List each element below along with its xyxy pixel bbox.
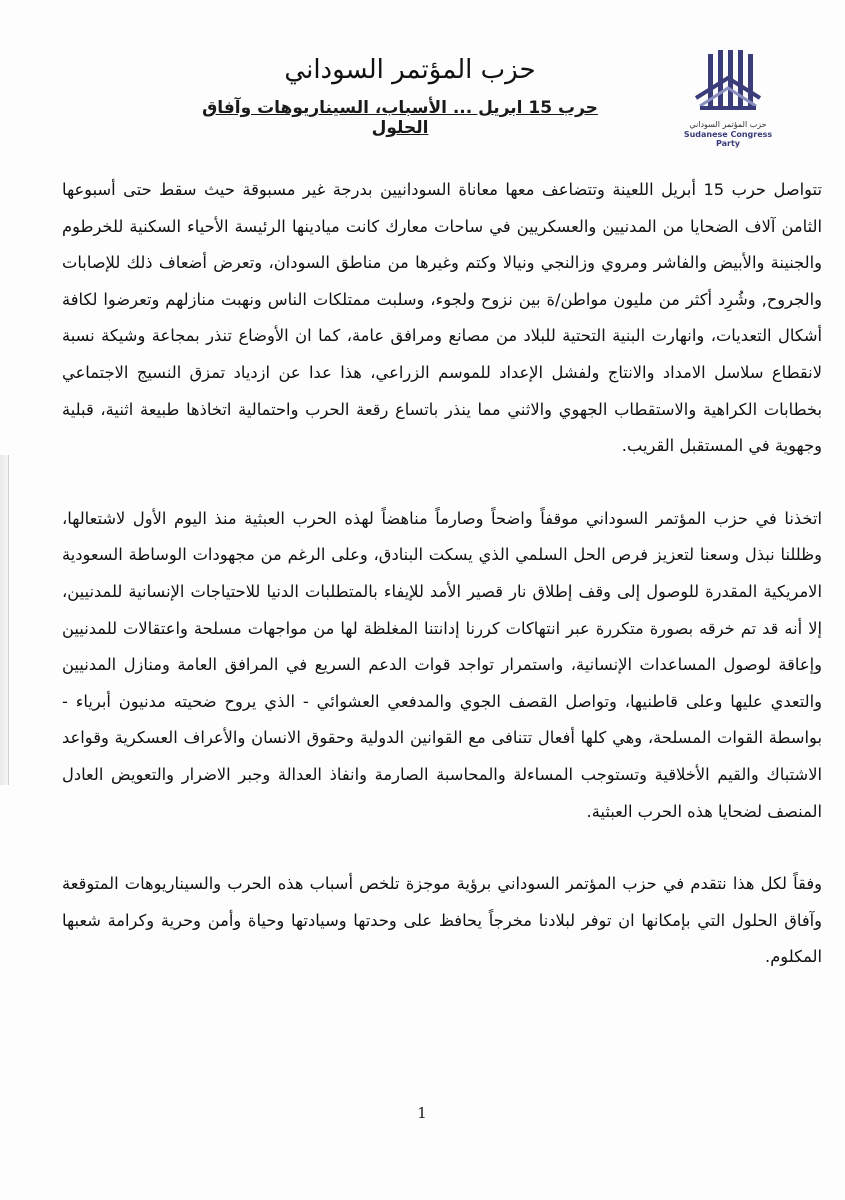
page-number: 1 bbox=[417, 1104, 427, 1122]
page-title: حزب المؤتمر السوداني bbox=[284, 55, 536, 85]
logo-arabic-text: حزب المؤتمر السوداني bbox=[689, 120, 767, 129]
logo-english-text: Sudanese Congress Party bbox=[683, 130, 773, 148]
party-logo-icon bbox=[678, 48, 778, 128]
paragraph-1: تتواصل حرب 15 أبريل اللعينة وتتضاعف معها معاناة السودانيين بدرجة غير مسبوقة حيث سقط حتى أسبوعها الثامن آلاف الضحايا من المدنيين والعسكريين في ساحات معارك كانت ميادينها الرئيسة الأحياء السكنية للخرطوم والجنينة والأبيض والفاشر ومروي وزالنجي ونيالا وكتم وغيرها من مناطق السودان، وتعرض أضعاف ذلك للإصابات والجروح, وشُرِد أكثر من مليون مواطن/ة بين نزوح ولجوء، وسلبت ممتلكات الناس ونهبت منازلهم وتعرضوا لكافة أشكال التعديات، وانهارت البنية التحتية للبلاد من مصانع ومرافق عامة، كما ان الأوضاع تنذر بمجاعة وشيكة نسبة لانقطاع سلاسل الامداد والانتاج ولفشل الإعداد للموسم الزراعي، هذا عدا عن ازدياد تمزق النسيج الاجتماعي بخطابات الكراهية والاستقطاب الجهوي والاثني مما ينذر باتساع رقعة الحرب واحتمالية اتخاذها طبيعة اثنية، قبلية وجهوية في المستقبل القريب. bbox=[62, 180, 822, 456]
paragraph-3: وفقاً لكل هذا نتقدم في حزب المؤتمر السوداني برؤية موجزة تلخص أسباب هذه الحرب والسيناريوهات المتوقعة وآفاق الحلول التي بإمكانها ان توفر لبلادنا مخرجاً يحافظ على وحدتها وسيادتها وحياة وأمن وحرية وكرامة شعبها المكلوم. bbox=[62, 874, 822, 967]
scan-edge-shadow bbox=[0, 455, 9, 785]
document-body bbox=[62, 172, 822, 976]
paragraph-2: اتخذنا في حزب المؤتمر السوداني موقفاً واضحاً وصارماً مناهضاً لهذه الحرب العبثية منذ اليوم الأول لاشتعالها، وظللنا نبذل وسعنا لتعزيز فرص الحل السلمي الذي يسكت البنادق، وعلى الرغم من مجهودات الوساطة السعودية الامريكية المقدرة للوصول إلى وقف إطلاق نار قصير الأمد للإيفاء بالمتطلبات الدنيا للاحتياجات الإنسانية للمدنيين، إلا أنه قد تم خرقه بصورة متكررة عبر انتهاكات كررنا إدانتنا المغلظة لها من مواجهات مسلحة واعتقالات للمدنيين وإعاقة لوصول المساعدات الإنسانية، واستمرار تواجد قوات الدعم السريع في المرافق العامة ومنازل المدنيين والتعدي عليها وعلى قاطنيها، وتواصل القصف الجوي والمدفعي العشوائي - الذي يروح ضحيته مدنيون أبرياء - بواسطة القوات المسلحة، وهي كلها أفعال تتنافى مع القوانين الدولية وحقوق الانسان والأعراف العسكرية وقواعد الاشتباك والقيم الأخلاقية وتستوجب المساءلة والمحاسبة الصارمة وانفاذ العدالة وجبر الاضرار والتعويض العادل المنصف لضحايا هذه الحرب العبثية. bbox=[62, 508, 822, 821]
document-subtitle: حرب 15 ابريل ... الأسباب، السيناريوهات وآفاق الحلول bbox=[202, 98, 598, 138]
party-logo bbox=[678, 48, 778, 148]
